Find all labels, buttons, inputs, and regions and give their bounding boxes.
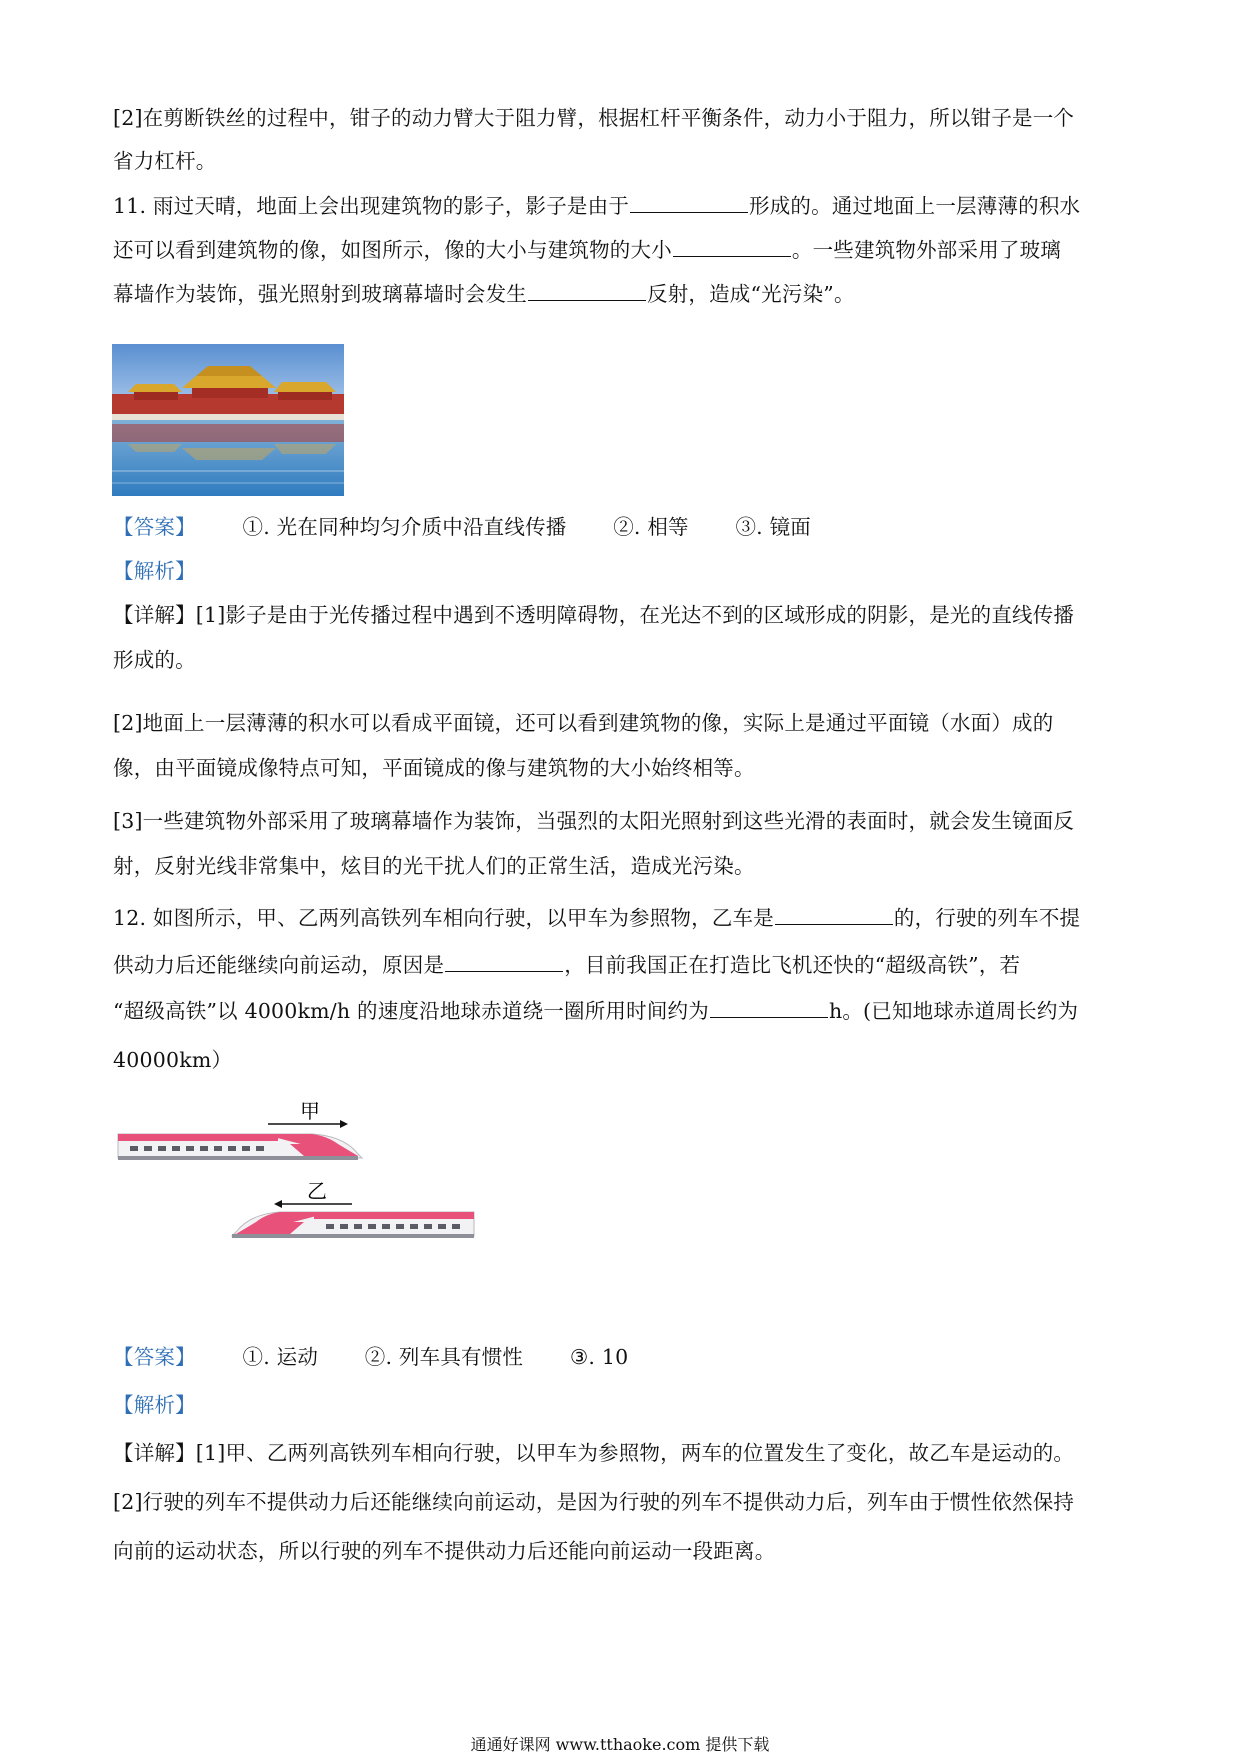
text-line: [2]地面上一层薄薄的积水可以看成平面镜，还可以看到建筑物的像，实际上是通过平面镜（水面）成的 (113, 711, 1054, 735)
question-12-line-3 (113, 996, 1078, 1026)
answer-item: ①. 光在同种均匀介质中沿直线传播 (242, 515, 567, 539)
train-a (118, 1134, 362, 1160)
question-11-line-1 (113, 191, 1080, 221)
text-fragment: 反射，造成“光污染”。 (647, 282, 855, 306)
palace-reflection-photo (112, 344, 344, 496)
question-11-line-2 (113, 235, 1061, 265)
train-b-label: 乙 (307, 1179, 327, 1203)
analysis-tag: 【解析】 (113, 559, 196, 583)
trains-figure (112, 1100, 482, 1270)
answer-item: ②. 相等 (613, 515, 689, 539)
answer-blank (710, 997, 828, 1018)
footer-credit: 通通好课网 www.tthaoke.com 提供下载 (470, 1735, 770, 1754)
text-fragment: 。一些建筑物外部采用了玻璃 (791, 238, 1062, 262)
text-line: [3]一些建筑物外部采用了玻璃幕墙作为装饰，当强烈的太阳光照射到这些光滑的表面时，就会发生镜面反 (113, 809, 1075, 833)
answer-blank (528, 280, 646, 301)
text-line: 射，反射光线非常集中，炫目的光干扰人们的正常生活，造成光污染。 (113, 854, 755, 878)
text-line: 省力杠杆。 (113, 149, 217, 173)
answer-blank (775, 904, 893, 925)
text-fragment: 还可以看到建筑物的像，如图所示，像的大小与建筑物的大小 (113, 238, 672, 262)
answer-line-11 (113, 512, 811, 542)
text-fragment: h。(已知地球赤道周长约为 (828, 999, 1079, 1023)
text-fragment: ，目前我国正在打造比飞机还快的“超级高铁”，若 (564, 953, 1021, 977)
answer-item: ③. 镜面 (735, 515, 811, 539)
answer-blank (673, 236, 791, 257)
answer-item: ②. 列车具有惯性 (364, 1345, 524, 1369)
text-line: 形成的。 (113, 648, 196, 672)
text-fragment: 形成的。通过地面上一层薄薄的积水 (749, 194, 1081, 218)
text-fragment: “超级高铁”以 4000km/h 的速度沿地球赤道绕一圈所用时间约为 (113, 999, 709, 1023)
analysis-tag: 【解析】 (113, 1393, 196, 1417)
answer-tag: 【答案】 (113, 515, 196, 539)
train-a-label: 甲 (300, 1100, 320, 1123)
text-line: 向前的运动状态，所以行驶的列车不提供动力后还能向前运动一段距离。 (113, 1539, 776, 1563)
answer-line-12 (113, 1342, 628, 1372)
text-fragment: 供动力后还能继续向前运动，原因是 (113, 953, 445, 977)
text-line: 【详解】[1]影子是由于光传播过程中遇到不透明障碍物，在光达不到的区域形成的阴影，是光的直线传播 (113, 603, 1075, 627)
answer-item: ③. 10 (569, 1345, 629, 1369)
text-line: 【详解】[1]甲、乙两列高铁列车相向行驶，以甲车为参照物，两车的位置发生了变化，故乙车是运动的。 (113, 1441, 1075, 1465)
question-12-line-2 (113, 950, 1020, 980)
text-line: [2]在剪断铁丝的过程中，钳子的动力臂大于阻力臂，根据杠杆平衡条件，动力小于阻力，所以钳子是一个 (113, 106, 1075, 130)
text-line: 40000km） (113, 1048, 233, 1072)
text-fragment: 幕墙作为装饰，强光照射到玻璃幕墙时会发生 (113, 282, 527, 306)
text-line: 像，由平面镜成像特点可知，平面镜成的像与建筑物的大小始终相等。 (113, 756, 755, 780)
answer-blank (630, 192, 748, 213)
answer-blank (445, 951, 563, 972)
text-fragment: 12. 如图所示，甲、乙两列高铁列车相向行驶，以甲车为参照物，乙车是 (113, 906, 774, 930)
question-12-line-1 (113, 903, 1080, 933)
train-b (232, 1212, 474, 1238)
answer-tag: 【答案】 (113, 1345, 196, 1369)
text-fragment: 11. 雨过天晴，地面上会出现建筑物的影子，影子是由于 (113, 194, 630, 218)
question-11-line-3 (113, 279, 855, 309)
answer-item: ①. 运动 (242, 1345, 319, 1369)
text-line: [2]行驶的列车不提供动力后还能继续向前运动，是因为行驶的列车不提供动力后，列车由于惯性依然保持 (113, 1490, 1075, 1514)
text-fragment: 的，行驶的列车不提 (893, 906, 1081, 930)
